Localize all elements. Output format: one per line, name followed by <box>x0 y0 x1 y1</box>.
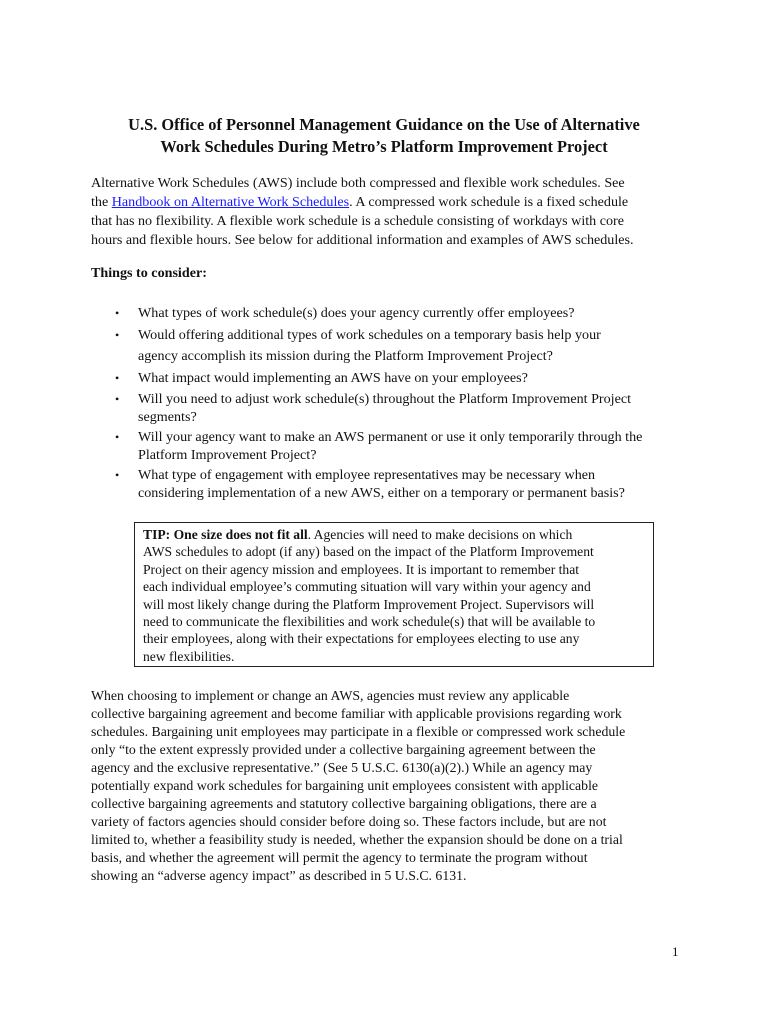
bullet-2-line-1: Would offering additional types of work schedules on a temporary basis help your <box>138 327 601 343</box>
bullet-icon: • <box>115 306 120 320</box>
cba-line-6: potentially expand work schedules for bargaining unit employees consistent with applicable <box>91 778 599 793</box>
bullet-4-line-2: segments? <box>138 409 197 425</box>
document-title <box>90 114 678 158</box>
cba-line-9: limited to, whether a feasibility study is needed, whether the expansion should be done on a trial <box>91 832 623 847</box>
tip-line-1-rest: . Agencies will need to make decisions on which <box>307 527 573 542</box>
intro-line-2 <box>91 193 691 212</box>
bullet-6-line-2: considering implementation of a new AWS, either on a temporary or permanent basis? <box>138 485 625 501</box>
tip-line-2: AWS schedules to adopt (if any) based on the impact of the Platform Improvement <box>143 544 594 560</box>
intro-line-2-suffix: . A compressed work schedule is a fixed schedule <box>349 194 629 210</box>
tip-line-4: each individual employee’s commuting situation will vary within your agency and <box>143 579 591 595</box>
bullet-icon: • <box>115 468 120 482</box>
intro-line-4: hours and flexible hours. See below for additional information and examples of AWS schedules. <box>91 232 634 248</box>
bullet-1-line-1: What types of work schedule(s) does your agency currently offer employees? <box>138 305 575 321</box>
intro-paragraph <box>91 174 691 250</box>
cba-line-1: When choosing to implement or change an AWS, agencies must review any applicable <box>91 688 570 703</box>
handbook-link[interactable]: Handbook on Alternative Work Schedules <box>111 194 350 210</box>
bullet-icon: • <box>115 430 120 444</box>
bullet-6-line-1: What type of engagement with employee representatives may be necessary when <box>138 467 596 483</box>
cba-line-2: collective bargaining agreement and become familiar with applicable provisions regarding work <box>91 706 622 721</box>
bullet-icon: • <box>115 392 120 406</box>
bullet-icon: • <box>115 371 120 385</box>
bullet-icon: • <box>115 328 120 342</box>
tip-line-3: Project on their agency mission and employees. It is important to remember that <box>143 561 580 577</box>
intro-line-2-prefix: the <box>91 194 112 210</box>
cba-line-10: basis, and whether the agreement will permit the agency to terminate the program without <box>91 850 588 865</box>
tip-line-1 <box>143 526 595 543</box>
cba-line-7: collective bargaining agreements and statutory collective bargaining obligations, there are a <box>91 796 597 811</box>
tip-line-5: will most likely change during the Platform Improvement Project. Supervisors will <box>143 596 595 612</box>
cba-line-11: showing an “adverse agency impact” as described in 5 U.S.C. 6131. <box>91 868 467 883</box>
intro-line-1: Alternative Work Schedules (AWS) include both compressed and flexible work schedules. See <box>91 175 625 191</box>
bullet-4-line-1: Will you need to adjust work schedule(s) throughout the Platform Improvement Project <box>138 391 631 407</box>
tip-bold-lead: TIP: One size does not fit all <box>143 527 308 542</box>
bullet-5-line-1: Will your agency want to make an AWS permanent or use it only temporarily through the <box>138 429 643 445</box>
bullet-5-line-2: Platform Improvement Project? <box>138 447 317 463</box>
title-line-2: Work Schedules During Metro’s Platform Improvement Project <box>160 137 608 156</box>
bargaining-paragraph <box>91 687 691 885</box>
tip-line-6: need to communicate the flexibilities and work schedule(s) that will be available to <box>143 614 596 630</box>
cba-line-4: only “to the extent expressly provided under a collective bargaining agreement between the <box>91 742 596 757</box>
things-to-consider-heading: Things to consider: <box>91 265 207 281</box>
page-number: 1 <box>672 944 679 959</box>
intro-line-3: that has no flexibility. A flexible work schedule is a schedule consisting of workdays with core <box>91 213 624 229</box>
cba-line-8: variety of factors agencies should consider before doing so. These factors include, but are not <box>91 814 607 829</box>
tip-box <box>134 522 654 667</box>
cba-line-5: agency and the exclusive representative.” (See 5 U.S.C. 6130(a)(2).) While an agency may <box>91 760 593 775</box>
bullet-3-line-1: What impact would implementing an AWS have on your employees? <box>138 370 528 386</box>
tip-line-8: new flexibilities. <box>143 648 235 664</box>
tip-line-7: their employees, along with their expectations for employees electing to use any <box>143 631 580 647</box>
bullet-2-line-2: agency accomplish its mission during the Platform Improvement Project? <box>138 348 553 364</box>
title-line-1: U.S. Office of Personnel Management Guidance on the Use of Alternative <box>128 115 640 134</box>
cba-line-3: schedules. Bargaining unit employees may participate in a flexible or compressed work schedule <box>91 724 626 739</box>
tip-text <box>143 526 595 665</box>
